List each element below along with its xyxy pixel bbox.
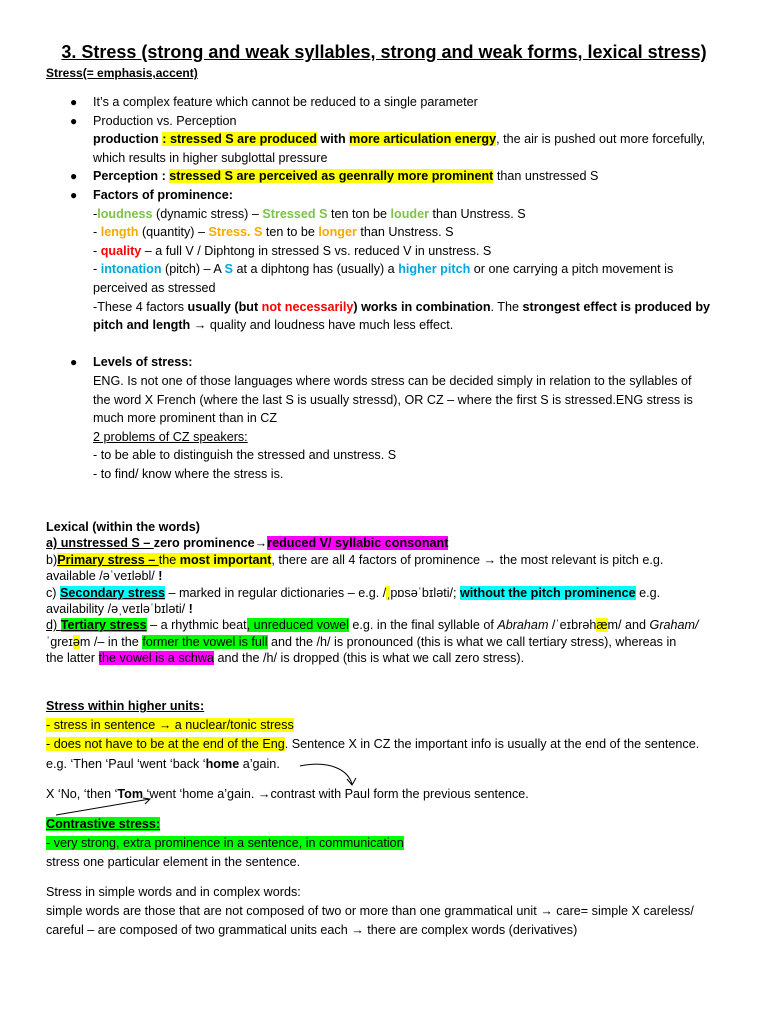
bullet-text: Factors of prominence: [93, 187, 233, 202]
text-run: with [316, 132, 350, 147]
page-title: 3. Stress (strong and weak syllables, strong and weak forms, lexical stress) [61, 42, 707, 62]
section-heading: Stress within higher units: [46, 699, 205, 713]
text-run: , there are all 4 factors of prominence → the most relevant is pitch e.g. [271, 552, 664, 567]
highlight-yellow: stressed S are perceived as geenrally more prominent [169, 169, 494, 184]
text-run: strongest effect is produced by [522, 299, 711, 314]
text-run: m /– in the [79, 634, 143, 649]
text-run: Perception : [93, 169, 170, 184]
text-run: e.g. [635, 585, 661, 600]
text-line: Stress in simple words and in complex words: [46, 885, 301, 899]
lexical-d-cont [46, 650, 736, 666]
text-line: simple words are those that are not composed of two or more than one grammatical unit → care= simple X careless/ [46, 904, 694, 919]
text-run: c) [46, 585, 60, 600]
text-run: ‘went ‘home a’gain. →contrast with Paul form the previous sentence. [143, 786, 529, 801]
highlight-yellow: - does not have to be at the end of the Eng [46, 737, 285, 752]
text-line: careful – are composed of two grammatical units each → there are complex words (derivatives) [46, 923, 578, 938]
text-run: ! [158, 569, 163, 584]
text-run: (pitch) – A [161, 262, 225, 277]
bullet-dot: ● [70, 95, 78, 109]
text-run: - [93, 262, 101, 277]
text-run: e.g. ‘Then ‘Paul ‘went ‘back ‘ [46, 756, 206, 771]
text-run: and the /h/ is dropped (this is what we call zero stress). [214, 651, 525, 666]
text-run: → quality and loudness have much less effect. [190, 318, 454, 333]
factor-quality [46, 242, 722, 261]
text-run: ten to be [262, 225, 319, 240]
production-line [46, 130, 722, 149]
spacer [46, 335, 722, 354]
text-run: Stress. S [208, 225, 263, 240]
text-run: Abraham [497, 618, 549, 633]
text-run: pɒsəˈbɪləti/; [390, 585, 461, 600]
text-run: ! [188, 601, 193, 616]
text-run: . The [490, 299, 523, 314]
text-run: . Sentence X in CZ the important info is usually at the end of the sentence. [284, 737, 700, 752]
lexical-c-example [46, 601, 736, 617]
bullet-dot: ● [70, 169, 78, 184]
highlight-yellow: most important [179, 552, 272, 567]
highlight-green: , unreduced vowel [246, 618, 349, 633]
text-run: b) [46, 552, 58, 567]
text-run: Graham/ [649, 618, 699, 633]
text-run: , the air is pushed out more forcefully, [496, 132, 706, 147]
highlight-yellow: - stress in sentence → a nuclear/tonic stress [46, 718, 294, 733]
text-run: ten ton be [327, 206, 391, 221]
text-run: (quantity) – [138, 225, 209, 240]
text-line [46, 735, 736, 754]
highlight-green: - very strong, extra prominence in a sentence, in communication [46, 836, 404, 851]
bullet-text: Production vs. Perception [93, 113, 237, 128]
text-run: – a full V / Diphtong in stressed S vs. reduced V in unstress. S [141, 243, 492, 258]
factor-intonation [46, 260, 722, 279]
text-run: higher pitch [398, 262, 471, 277]
text-run: the latter [46, 651, 99, 666]
bullet-item [46, 353, 722, 372]
text-run: zero prominence→ [153, 536, 268, 551]
text-run: -These 4 factors [93, 299, 188, 314]
highlight-magenta: the vowel is a schwa [98, 651, 215, 666]
highlight-cyan: without the pitch prominence [460, 585, 636, 600]
text-line [46, 834, 736, 853]
text-run: or one carrying a pitch movement is [470, 262, 674, 277]
text-line: which results in higher subglottal pressure [93, 150, 328, 165]
text-run: Stressed S [262, 206, 328, 221]
lexical-b [46, 552, 736, 568]
text-run: X ‘No, ‘then ‘ [46, 786, 118, 801]
text-run: - [93, 225, 101, 240]
text-run: - [93, 206, 98, 221]
text-run: – a rhythmic beat [146, 618, 247, 633]
text-run: ˈgreɪ [46, 634, 73, 649]
factor-loudness [46, 205, 722, 224]
bullet-dot: ● [70, 113, 78, 128]
bullet-dot: ● [70, 355, 78, 370]
text-run: than unstressed S [493, 169, 599, 184]
text-line: perceived as stressed [93, 280, 216, 295]
text-run: m/ and [607, 618, 650, 633]
highlight-green: Tertiary stress [60, 618, 147, 633]
highlight-yellow: : stressed S are produced [162, 132, 317, 147]
text-run: available /əˈveɪləbl/ [46, 569, 159, 584]
text-run: - [93, 243, 101, 258]
text-run: intonation [100, 262, 162, 277]
section-heading: Lexical (within the words) [46, 520, 200, 534]
text-run: e.g. in the final syllable of [348, 618, 498, 633]
text-run: pitch and length [93, 318, 191, 333]
highlight-green: former the vowel is full [142, 634, 268, 649]
highlight-yellow: ˌ [386, 585, 391, 600]
text-line: much more prominent than in CZ [93, 411, 278, 426]
text-run: quality [100, 243, 142, 258]
text-run: home [205, 756, 240, 771]
text-run: longer [318, 225, 357, 240]
bullet-item [46, 93, 722, 112]
highlight-yellow: more articulation energy [349, 132, 497, 147]
highlight-magenta: reduced V/ syllabic consonant [267, 536, 449, 551]
lexical-a [46, 535, 736, 551]
example-line [46, 785, 736, 804]
text-line: stress one particular element in the sentence. [46, 855, 301, 870]
text-run: production [93, 132, 163, 147]
text-run: Tom [117, 786, 144, 801]
text-run: (dynamic stress) – [152, 206, 263, 221]
text-run: usually (but [187, 299, 262, 314]
text-run: d) [46, 618, 61, 633]
text-run: and the /h/ is pronounced (this is what we call tertiary stress), whereas in [267, 634, 677, 649]
factors-combination [46, 298, 722, 317]
higher-units-section [46, 697, 736, 804]
text-run: length [100, 225, 139, 240]
text-line [46, 316, 722, 335]
subtitle [46, 64, 722, 83]
text-run: ) works in combination [353, 299, 491, 314]
example-line [46, 755, 736, 774]
text-run: loudness [97, 206, 153, 221]
text-run: S [224, 262, 233, 277]
text-line: - to find/ know where the stress is. [93, 466, 284, 481]
lexical-b-example [46, 568, 736, 584]
bullet-item [46, 186, 722, 205]
highlight-yellow: ə [72, 634, 80, 649]
text-line: - to be able to distinguish the stressed and unstress. S [93, 448, 397, 463]
text-run: – marked in regular dictionaries – e.g. / [165, 585, 387, 600]
highlight-yellow: Primary stress – [57, 552, 159, 567]
factor-length [46, 223, 722, 242]
text-run: /ˈeɪbrəh [548, 618, 597, 633]
text-run: louder [390, 206, 429, 221]
text-run: not necessarily [261, 299, 354, 314]
simple-words-section [46, 883, 736, 941]
highlight-yellow: the [158, 552, 180, 567]
lexical-d-cont [46, 634, 736, 650]
contrastive-section [46, 815, 736, 873]
highlight-cyan: Secondary stress [60, 585, 166, 600]
bullet-item [46, 112, 722, 131]
text-run: availability /əˌveɪləˈbɪləti/ [46, 601, 189, 616]
text-line: ENG. Is not one of those languages where words stress can be decided simply in relation to the syllables of [93, 373, 692, 388]
text-run: at a diphtong has (usually) a [232, 262, 399, 277]
bullet-text: Levels of stress: [93, 355, 193, 370]
bullet-dot: ● [70, 187, 78, 202]
subtitle-text: Stress(= emphasis,accent) [46, 66, 198, 80]
bullet-item [46, 167, 722, 186]
highlight-green: Contrastive stress: [46, 817, 161, 831]
text-run: a) unstressed S – [46, 536, 154, 551]
lexical-c [46, 585, 736, 601]
text-run: than Unstress. S [356, 225, 454, 240]
highlight-yellow: æ [596, 618, 608, 633]
text-line [46, 716, 736, 735]
lexical-section [46, 519, 736, 667]
text-run: than Unstress. S [429, 206, 526, 221]
text-line: 2 problems of CZ speakers: [93, 429, 248, 444]
lexical-d [46, 617, 736, 633]
section-heading [46, 815, 736, 834]
bullet-text: It’s a complex feature which cannot be reduced to a single parameter [93, 95, 478, 109]
text-run: a’gain. [239, 756, 280, 771]
bullet-section [46, 93, 722, 483]
text-line: the word X French (where the last S is usually stressd), OR CZ – where the first S is stressed.ENG stress is [93, 392, 693, 407]
